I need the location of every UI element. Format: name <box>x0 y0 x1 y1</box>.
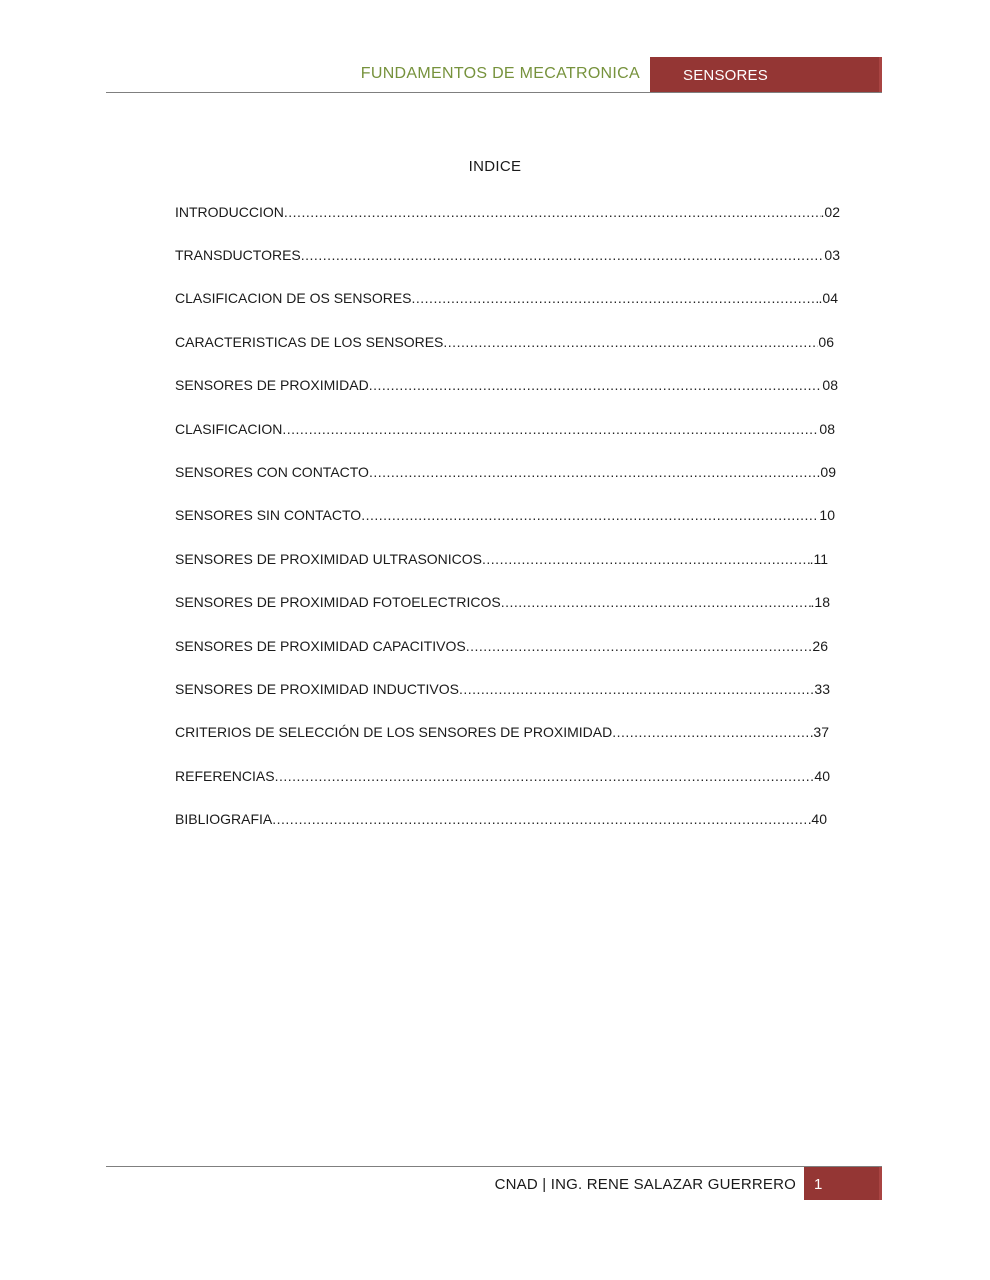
toc-entry-page: 40 <box>814 768 830 784</box>
toc-dot-leader <box>272 811 811 827</box>
toc-entry[interactable] <box>175 681 830 701</box>
toc-entry-page: .09 <box>816 464 836 480</box>
toc-dot-leader <box>443 334 818 350</box>
toc-entry[interactable] <box>175 724 829 744</box>
toc-entry[interactable] <box>175 464 836 484</box>
toc-dot-leader <box>361 507 819 523</box>
toc-entry-label: SENSORES DE PROXIMIDAD <box>175 377 369 393</box>
toc-dot-leader <box>412 290 819 306</box>
toc-entry[interactable] <box>175 768 830 788</box>
footer-divider <box>106 1166 882 1167</box>
toc-entry-page: 37 <box>813 724 829 740</box>
toc-entry[interactable] <box>175 638 828 658</box>
footer-author: CNAD | ING. RENE SALAZAR GUERRERO <box>494 1176 796 1193</box>
document-title: INDICE <box>468 158 522 175</box>
toc-entry-label: BIBLIOGRAFIA <box>175 811 273 827</box>
toc-entry-label: SENSORES CON CONTACTO <box>175 464 369 480</box>
toc-entry-label: SENSORES SIN CONTACTO <box>175 507 362 523</box>
toc-entry-page: .04 <box>818 290 838 306</box>
page-header <box>106 57 882 93</box>
toc-entry-page: 26 <box>812 638 828 654</box>
toc-entry-label: INTRODUCCION <box>175 204 284 220</box>
toc-entry-label: SENSORES DE PROXIMIDAD INDUCTIVOS <box>175 681 459 697</box>
toc-entry[interactable] <box>175 377 838 397</box>
toc-entry-label: CLASIFICACION DE OS SENSORES <box>175 290 412 306</box>
toc-entry-page: 10 <box>819 507 835 523</box>
header-section-tab <box>650 57 882 92</box>
toc-dot-leader <box>301 247 825 263</box>
toc-entry[interactable] <box>175 247 840 267</box>
toc-dot-leader <box>466 638 813 654</box>
toc-entry-label: TRANSDUCTORES <box>175 247 301 263</box>
toc-dot-leader <box>459 681 814 697</box>
page-footer <box>106 1166 882 1202</box>
toc-dot-leader <box>275 768 815 784</box>
toc-entry-label: SENSORES DE PROXIMIDAD CAPACITIVOS <box>175 638 466 654</box>
toc-dot-leader <box>501 594 811 610</box>
toc-entry-page: 33 <box>814 681 830 697</box>
toc-entry[interactable] <box>175 811 827 831</box>
toc-dot-leader <box>369 377 823 393</box>
toc-entry-label: REFERENCIAS <box>175 768 275 784</box>
toc-entry-label: CLASIFICACION <box>175 421 283 437</box>
toc-entry[interactable] <box>175 421 835 441</box>
toc-entry-page: 08 <box>819 421 835 437</box>
toc-dot-leader <box>282 421 819 437</box>
toc-entry-label: SENSORES DE PROXIMIDAD ULTRASONICOS <box>175 551 483 567</box>
toc-entry-label: CRITERIOS DE SELECCIÓN DE LOS SENSORES DE PROXIMIDAD <box>175 724 613 740</box>
page-number-box <box>804 1167 882 1200</box>
toc-dot-leader <box>369 464 817 480</box>
toc-entry-page: 06 <box>818 334 834 350</box>
toc-entry-page: 08 <box>822 377 838 393</box>
toc-entry-label: CARACTERISTICAS DE LOS SENSORES <box>175 334 444 350</box>
page-number: 1 <box>814 1176 823 1193</box>
toc-dot-leader <box>612 724 813 740</box>
toc-entry-page: .18 <box>810 594 830 610</box>
toc-entry-page: .11 <box>809 551 828 567</box>
header-section-label: SENSORES <box>683 67 768 84</box>
toc-entry-page: 40 <box>811 811 827 827</box>
toc-dot-leader <box>284 204 821 220</box>
toc-entry[interactable] <box>175 507 835 527</box>
toc-entry[interactable] <box>175 290 838 310</box>
toc-entry-page: .02 <box>820 204 840 220</box>
header-divider <box>106 92 882 93</box>
toc-entry-page: 03 <box>824 247 840 263</box>
header-title: FUNDAMENTOS DE MECATRONICA <box>360 65 640 82</box>
toc-dot-leader <box>482 551 810 567</box>
toc-entry[interactable] <box>175 204 840 224</box>
toc-entry[interactable] <box>175 594 830 614</box>
toc-entry[interactable] <box>175 334 834 354</box>
toc-entry-label: SENSORES DE PROXIMIDAD FOTOELECTRICOS <box>175 594 501 610</box>
toc-entry[interactable] <box>175 551 828 571</box>
